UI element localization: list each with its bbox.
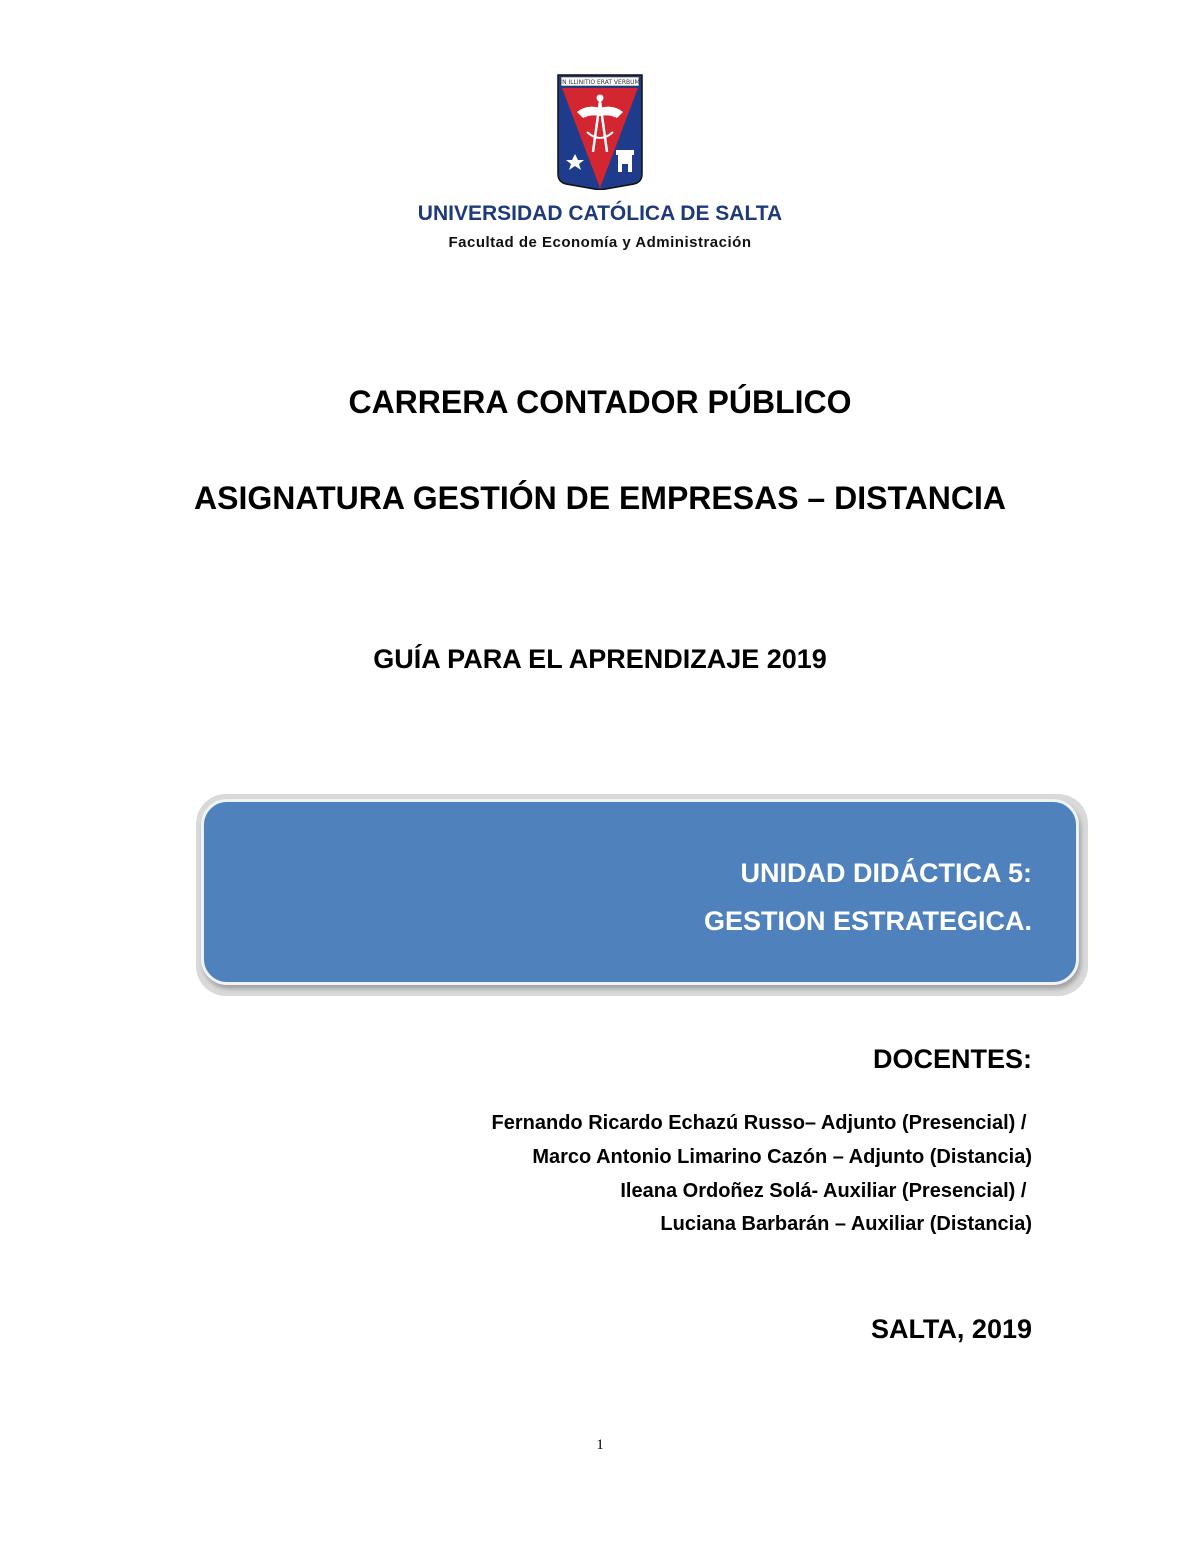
teachers-heading: DOCENTES: bbox=[872, 1044, 1032, 1074]
teacher-item: Fernando Ricardo Echazú Russo– Adjunto (Presencial) / bbox=[491, 1112, 1032, 1134]
university-crest-logo bbox=[557, 74, 643, 190]
unit-box bbox=[201, 799, 1079, 985]
teacher-item: Marco Antonio Limarino Cazón – Adjunto (Distancia) bbox=[532, 1146, 1032, 1168]
subject-title: ASIGNATURA GESTIÓN DE EMPRESAS – DISTANCIA bbox=[194, 480, 1006, 516]
place-year: SALTA, 2019 bbox=[870, 1314, 1032, 1344]
teacher-item: Ileana Ordoñez Solá- Auxiliar (Presencial) / bbox=[620, 1180, 1032, 1202]
unit-number: UNIDAD DIDÁCTICA 5: bbox=[740, 858, 1032, 888]
career-title: CARRERA CONTADOR PÚBLICO bbox=[348, 384, 852, 420]
faculty-name: Facultad de Economía y Administración bbox=[448, 234, 752, 251]
teacher-item: Luciana Barbarán – Auxiliar (Distancia) bbox=[660, 1213, 1032, 1235]
unit-topic: GESTION ESTRATEGICA. bbox=[703, 906, 1032, 936]
page-number: 1 bbox=[596, 1437, 604, 1453]
guide-title: GUÍA PARA EL APRENDIZAJE 2019 bbox=[373, 644, 827, 674]
crest-motto: IN ILLINITIO ERAT VERBUM bbox=[560, 79, 640, 86]
university-name: UNIVERSIDAD CATÓLICA DE SALTA bbox=[417, 202, 783, 225]
